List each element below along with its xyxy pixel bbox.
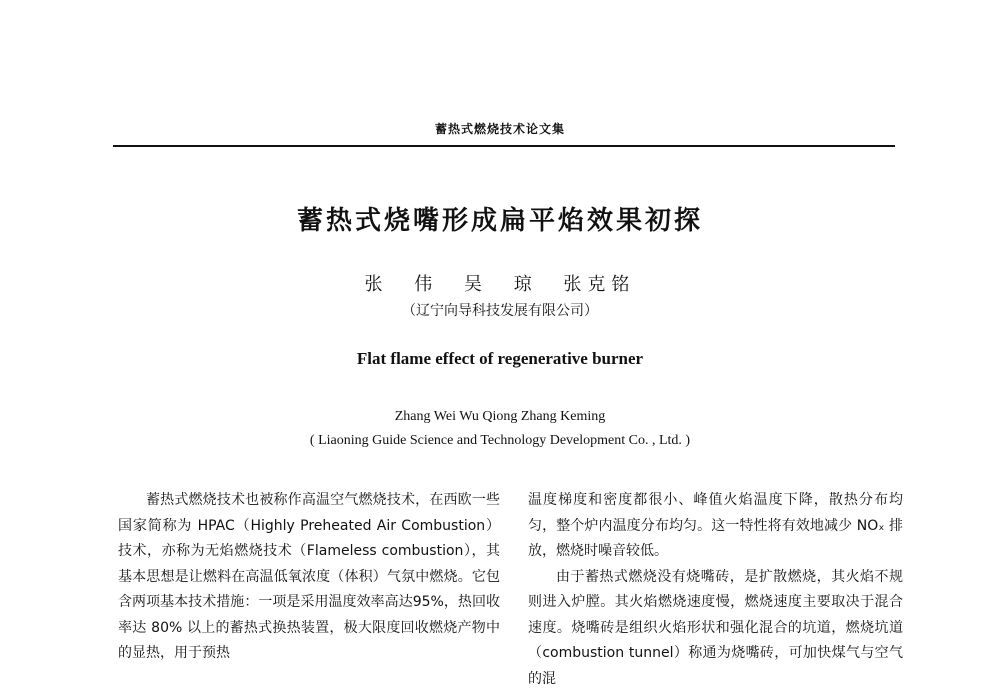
authors-chinese: 张 伟 吴 琼 张克铭 <box>0 270 1000 296</box>
authors-english: Zhang Wei Wu Qiong Zhang Keming <box>0 409 1000 425</box>
body-paragraph: 温度梯度和密度都很小、峰值火焰温度下降，散热分布均匀，整个炉内温度分布均匀。这一特性将有效地减少 NOₓ 排放，燃烧时噪音较低。 <box>528 488 903 565</box>
affiliation-chinese: （辽宁向导科技发展有限公司） <box>0 300 1000 320</box>
header-rule <box>113 145 895 147</box>
body-column-left <box>118 488 500 667</box>
paper-title-chinese: 蓄热式烧嘴形成扁平焰效果初探 <box>0 200 1000 237</box>
running-header: 蓄热式燃烧技术论文集 <box>0 120 1000 137</box>
affiliation-english: ( Liaoning Guide Science and Technology Development Co. , Ltd. ) <box>0 433 1000 449</box>
body-column-right <box>528 488 903 692</box>
paper-title-english: Flat flame effect of regenerative burner <box>0 349 1000 369</box>
body-paragraph: 由于蓄热式燃烧没有烧嘴砖，是扩散燃烧，其火焰不规则进入炉膛。其火焰燃烧速度慢，燃烧速度主要取决于混合速度。烧嘴砖是组织火焰形状和强化混合的坑道，燃烧坑道（combustion tunnel）称通为烧嘴砖，可加快煤气与空气的混 <box>528 565 903 692</box>
body-paragraph: 蓄热式燃烧技术也被称作高温空气燃烧技术，在西欧一些国家简称为 HPAC（Highly Preheated Air Combustion）技术，亦称为无焰燃烧技术（Flameless combustion），其基本思想是让燃料在高温低氧浓度（体积）气氛中燃烧。它包含两项基本技术措施：一项是采用温度效率高达95%，热回收率达 80% 以上的蓄热式换热装置，极大限度回收燃烧产物中的显热，用于预热 <box>118 488 500 667</box>
